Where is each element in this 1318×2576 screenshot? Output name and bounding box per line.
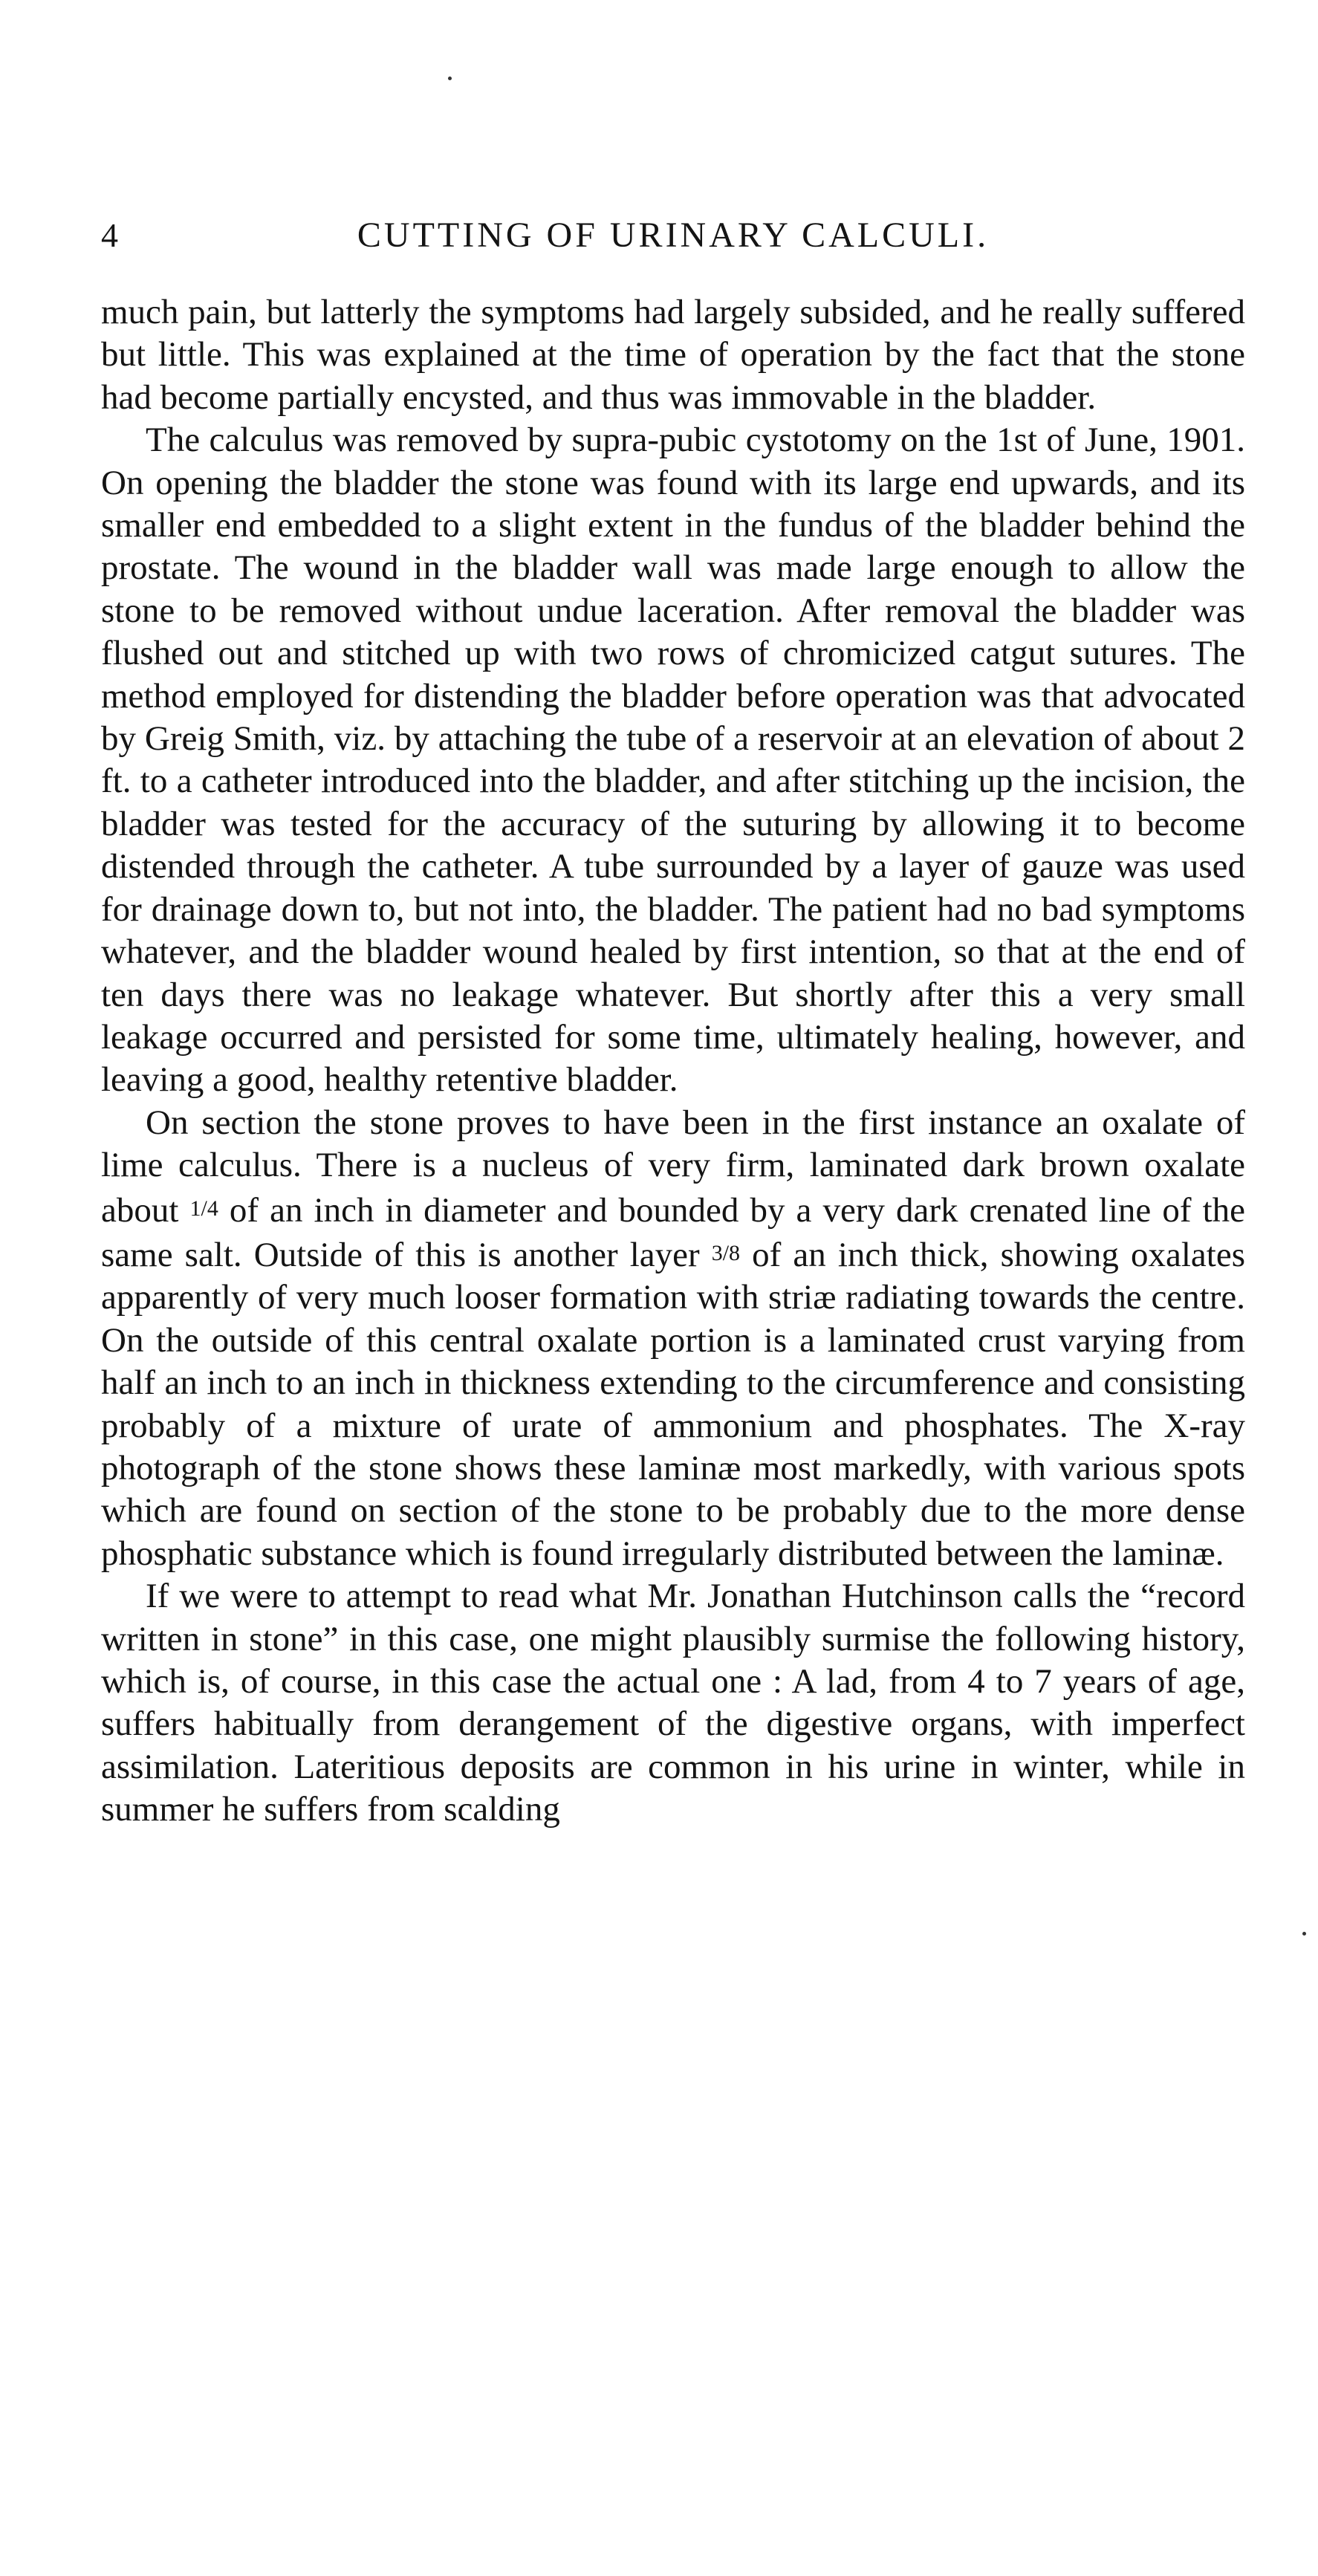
body-text [101, 291, 1245, 1832]
paragraph-2: The calculus was removed by supra-pubic cystotomy on the 1st of June, 1901. On opening the bladder the stone was found with its large end upwards, and its smaller end embedded to a slight extent in the fundus of the bladder behind the prostate. The wound in the bladder wall was made large enough to allow the stone to be removed without undue laceration. After removal the bladder was flushed out and stitched up with two rows of chromicized catgut sutures. The method employed for distending the bladder before operation was that advocated by Greig Smith, viz. by attaching the tube of a reservoir at an elevation of about 2 ft. to a catheter introduced into the bladder, and after stitching up the incision, the bladder was tested for the accuracy of the suturing by allowing it to become distended through the catheter. A tube surrounded by a layer of gauze was used for drainage down to, but not into, the bladder. The patient had no bad symptoms whatever, and the bladder wound healed by first intention, so that at the end of ten days there was no leakage whatever. But shortly after this a very small leakage occurred and persisted for some time, ultimately healing, however, and leaving a good, healthy retentive bladder. [101, 421, 1245, 1100]
paragraph-3-part-a: On section the stone proves to have been in the first instance an oxalate of lime calculus. There is a nucleus of very firm, laminated dark brown oxalate about [101, 1103, 1245, 1230]
print-speck [1302, 1932, 1306, 1936]
paragraph-3-part-c: of an inch thick, showing oxalates apparently of very much looser formation with striæ radiating towards the centre. On the outside of this central oxalate portion is a laminated crust varying from half an inch to an inch in thickness extending to the circumference and consisting probably of a mixture of urate of ammonium and phosphates. The X-ray photograph of the stone shows these laminæ most markedly, with various spots which are found on section of the stone to be probably due to the more dense phosphatic substance which is found irregularly distributed between the laminæ. [101, 1235, 1245, 1573]
page-number: 4 [101, 216, 118, 254]
paragraph-1: much pain, but latterly the symptoms had largely subsided, and he really suffered but little. This was explained at the time of operation by the fact that the stone had become partially encysted, and thus was immovable in the bladder. [101, 293, 1245, 417]
page-header [101, 210, 1245, 262]
print-speck [448, 77, 452, 80]
paragraph-3-part-b: of an inch in diameter and bounded by a very dark crenated line of the same salt. Outside of this is another layer [101, 1190, 1245, 1274]
running-title: CUTTING OF URINARY CALCULI. [357, 215, 990, 255]
fraction-quarter: 1/4 [189, 1195, 218, 1221]
paragraph-4: If we were to attempt to read what Mr. Jonathan Hutchinson calls the “record written in stone” in this case, one might plausibly surmise the following history, which is, of course, in this case the actual one : A lad, from 4 to 7 years of age, suffers habitually from derangement of the digestive organs, with imperfect assimilation. Lateritious deposits are common in his urine in winter, while in summer he suffers from scalding [101, 1577, 1245, 1829]
paragraph-3 [101, 1102, 1245, 1575]
fraction-three-eighths: 3/8 [711, 1240, 741, 1265]
